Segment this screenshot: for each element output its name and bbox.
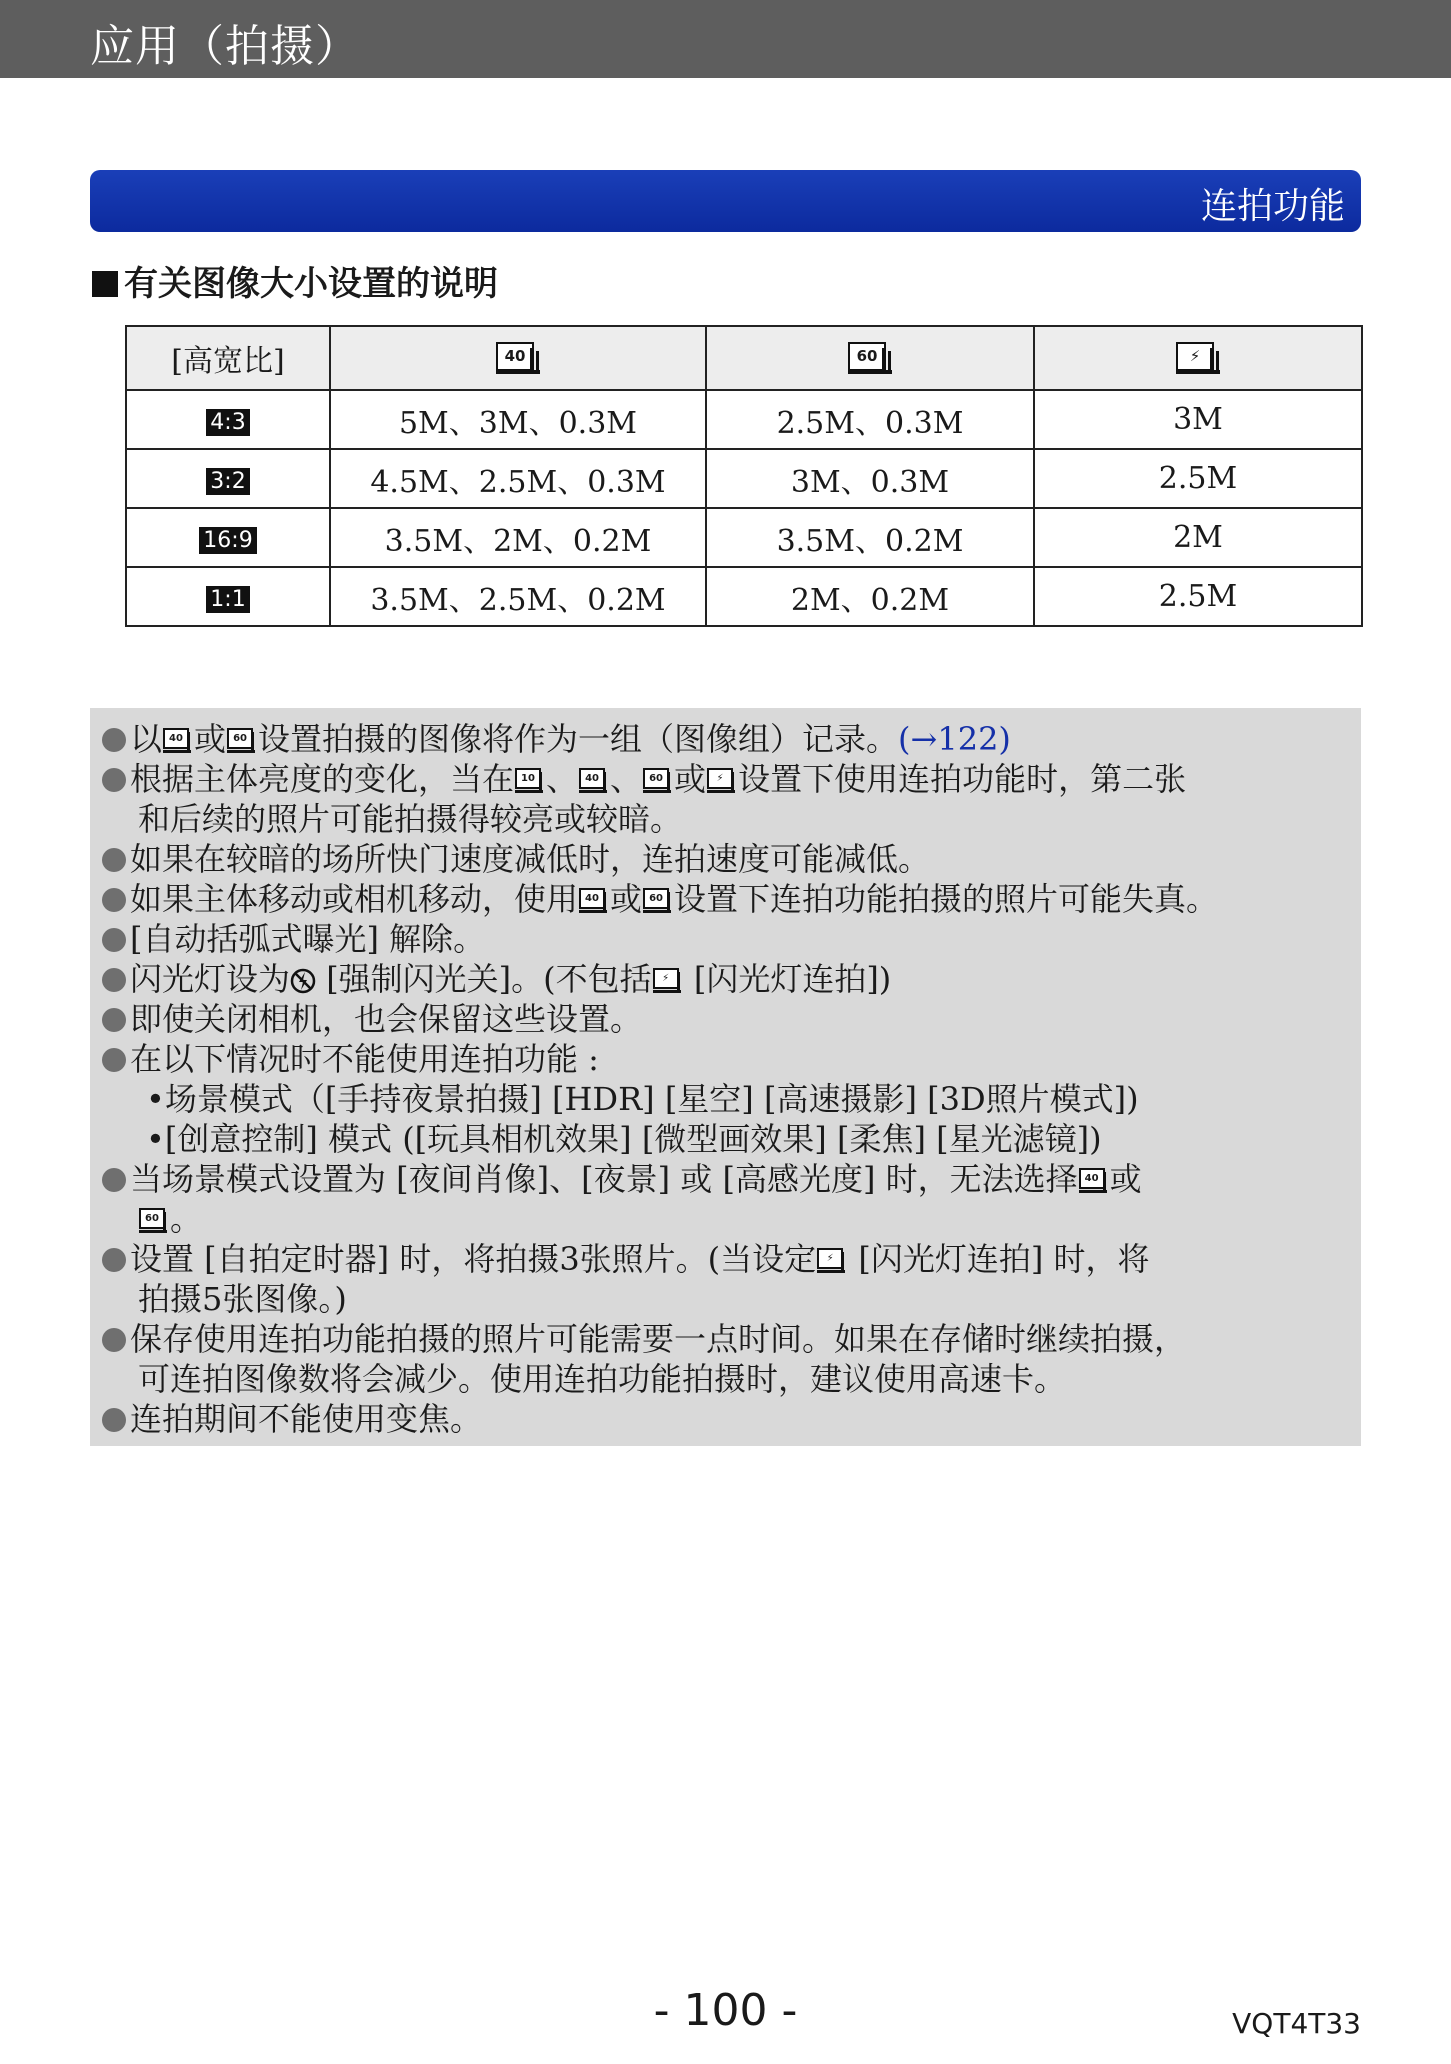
ratio-3-2-icon: 3:2: [206, 468, 249, 495]
burst-40-header: [330, 326, 706, 390]
flash-burst-icon: ⚡: [817, 1248, 847, 1274]
aspect-ratio-header: [高宽比]: [126, 326, 330, 390]
burst-40-icon: 40: [579, 888, 609, 914]
table-cell: 3M、0.3M: [706, 449, 1034, 508]
burst-40-icon: 40: [579, 768, 609, 794]
table-row: [126, 390, 1362, 449]
note-4: 如果主体移动或相机移动，使用 40 或 60 设置下连拍功能拍摄的照片可能失真。: [90, 874, 1218, 914]
flash-burst-icon: ⚡: [707, 768, 737, 794]
burst-10-icon: 10: [515, 768, 545, 794]
page-link[interactable]: (→122): [898, 720, 1011, 758]
note-9: 当场景模式设置为 [夜间肖像]、[夜景] 或 [高感光度] 时，无法选择 40 或: [90, 1154, 1142, 1194]
table-cell: 2M: [1034, 508, 1362, 567]
burst-40-icon: 40: [163, 728, 193, 754]
table-heading: 有关图像大小设置的说明: [92, 256, 498, 305]
bullet-icon: [102, 768, 126, 792]
flash-burst-header: [1034, 326, 1362, 390]
image-size-table: [125, 325, 1363, 627]
note-6: 闪光灯设为 [强制闪光关]。(不包括 ⚡ [闪光灯连拍]): [90, 954, 891, 994]
note-2: 根据主体亮度的变化，当在 10 、 40 、 60 或 ⚡ 设置下使用连拍功能时，第二张: [90, 754, 1186, 794]
bullet-icon: [102, 1008, 126, 1032]
bullet-icon: [102, 728, 126, 752]
note-8: 在以下情况时不能使用连拍功能 :: [90, 1034, 599, 1074]
burst-60-icon: 60: [227, 728, 257, 754]
table-cell: 4.5M、2.5M、0.3M: [330, 449, 706, 508]
burst-60-icon: 60: [848, 342, 892, 376]
bullet-icon: [102, 968, 126, 992]
burst-60-icon: 60: [139, 1208, 169, 1234]
bullet-icon: [102, 928, 126, 952]
bullet-icon: [102, 888, 126, 912]
table-cell: 2.5M、0.3M: [706, 390, 1034, 449]
bullet-icon: [102, 1328, 126, 1352]
table-header-row: [126, 326, 1362, 390]
table-cell: 3.5M、2M、0.2M: [330, 508, 706, 567]
flash-off-icon: [290, 968, 316, 994]
table-cell: 3.5M、0.2M: [706, 508, 1034, 567]
section-title: 连拍功能: [1200, 186, 1345, 227]
table-cell: 3.5M、2.5M、0.2M: [330, 567, 706, 626]
bullet-icon: [102, 1168, 126, 1192]
flash-burst-icon: ⚡: [1176, 342, 1220, 376]
table-cell: 2M、0.2M: [706, 567, 1034, 626]
burst-60-icon: 60: [643, 888, 673, 914]
note-12: 连拍期间不能使用变焦。: [90, 1394, 482, 1434]
table-cell: 2.5M: [1034, 449, 1362, 508]
flash-burst-icon: ⚡: [653, 968, 683, 994]
table-cell: 5M、3M、0.3M: [330, 390, 706, 449]
section-band: [90, 170, 1361, 232]
note-7: 即使关闭相机，也会保留这些设置。: [90, 994, 642, 1034]
burst-40-icon: 40: [496, 342, 540, 376]
header-title: 应用（拍摄）: [90, 21, 360, 72]
table-cell: 2.5M: [1034, 567, 1362, 626]
note-10-cont: 拍摄5张图像。): [138, 1280, 347, 1318]
note-11-cont: 可连拍图像数将会减少。使用连拍功能拍摄时，建议使用高速卡。: [138, 1360, 1067, 1398]
note-8-sub-2: •[创意控制] 模式 ([玩具相机效果] [微型画效果] [柔焦] [星光滤镜]): [146, 1120, 1102, 1158]
note-8-sub-1: •场景模式（[手持夜景拍摄] [HDR] [星空] [高速摄影] [3D照片模式]): [146, 1080, 1139, 1118]
note-5: [自动括弧式曝光] 解除。: [90, 914, 485, 954]
bullet-icon: [102, 1248, 126, 1272]
ratio-16-9-icon: 16:9: [199, 527, 256, 554]
note-1: 以 40 或 60 设置拍摄的图像将作为一组（图像组）记录。(→122): [90, 714, 1011, 754]
note-10: 设置 [自拍定时器] 时，将拍摄3张照片。(当设定 ⚡ [闪光灯连拍] 时，将: [90, 1234, 1150, 1274]
table-cell: 3M: [1034, 390, 1362, 449]
note-3: 如果在较暗的场所快门速度减低时，连拍速度可能减低。: [90, 834, 930, 874]
ratio-1-1-icon: 1:1: [206, 586, 249, 613]
note-2-cont: 和后续的照片可能拍摄得较亮或较暗。: [138, 800, 683, 838]
ratio-4-3-icon: 4:3: [206, 409, 249, 436]
table-row: [126, 567, 1362, 626]
bullet-icon: [102, 848, 126, 872]
header-bar: [0, 0, 1451, 78]
table-row: [126, 449, 1362, 508]
bullet-icon: [102, 1048, 126, 1072]
note-11: 保存使用连拍功能拍摄的照片可能需要一点时间。如果在存储时继续拍摄，: [90, 1314, 1186, 1354]
burst-60-icon: 60: [643, 768, 673, 794]
doc-code: VQT4T33: [1232, 2007, 1361, 2040]
notes-box: [90, 708, 1361, 1446]
table-row: [126, 508, 1362, 567]
page-number: - 100 -: [653, 1985, 798, 2036]
bullet-icon: [102, 1408, 126, 1432]
burst-60-header: [706, 326, 1034, 390]
burst-40-icon: 40: [1079, 1168, 1109, 1194]
note-9-cont: 60 。: [138, 1194, 202, 1234]
square-bullet-icon: [92, 271, 118, 297]
